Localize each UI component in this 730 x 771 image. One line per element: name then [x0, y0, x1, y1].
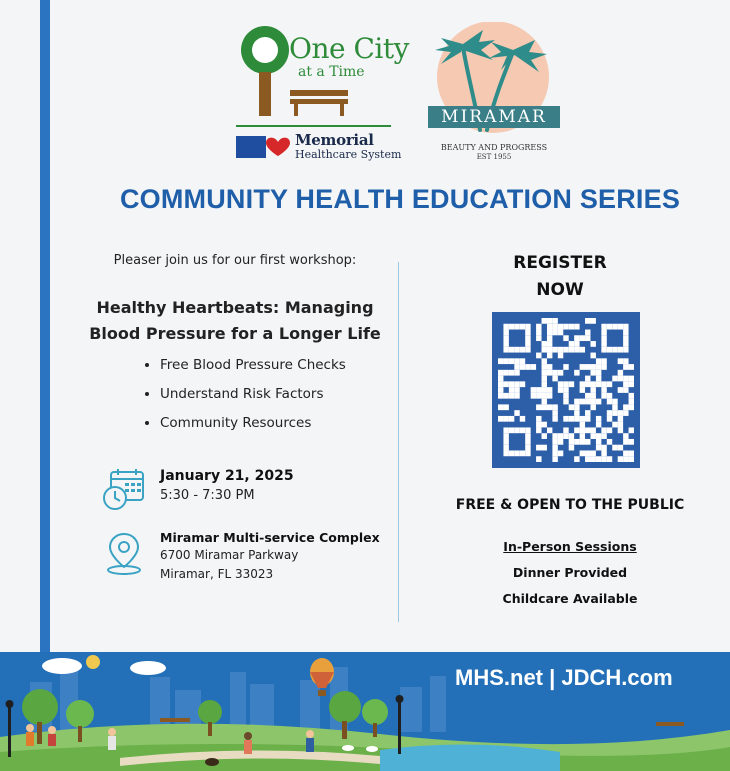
miramar-name: MIRAMAR	[441, 107, 547, 127]
memorial-name: Memorial	[295, 131, 374, 149]
intro-text: Pleaser join us for our first workshop:	[113, 253, 357, 268]
footer-links[interactable]: MHS.net | JDCH.com	[455, 665, 673, 690]
memorial-subtitle: Healthcare System	[295, 148, 402, 161]
event-time: 5:30 - 7:30 PM	[160, 488, 255, 503]
register-now-heading	[460, 250, 660, 304]
miramar-tagline: BEAUTY AND PROGRESS	[440, 143, 548, 152]
list-item: • Community Resources	[160, 413, 346, 442]
location-pin-icon	[104, 531, 144, 575]
address-line-1: 6700 Miramar Parkway	[160, 548, 299, 562]
left-accent-bar	[40, 0, 50, 652]
column-divider	[398, 262, 399, 622]
benefit-list	[142, 355, 346, 442]
sessions-text: In-Person Sessions	[503, 539, 637, 554]
qr-code[interactable]	[492, 312, 640, 468]
childcare-text: Childcare Available	[502, 591, 638, 606]
address-line-2: Miramar, FL 33023	[160, 567, 274, 581]
dinner-text: Dinner Provided	[512, 565, 628, 580]
venue-name: Miramar Multi-service Complex	[160, 530, 380, 545]
register-line-2: NOW	[536, 280, 584, 300]
miramar-logo	[425, 22, 560, 162]
one-city-subtitle: at a Time	[298, 64, 365, 80]
free-open-text: FREE & OPEN TO THE PUBLIC	[455, 497, 685, 513]
workshop-title: Healthy Heartbeats: Managing Blood Pressure for a Longer Life	[89, 298, 381, 343]
calendar-clock-icon	[101, 468, 147, 512]
one-city-title: One City	[289, 32, 409, 65]
page-title: COMMUNITY HEALTH EDUCATION SERIES	[119, 184, 681, 214]
list-item: • Free Blood Pressure Checks	[160, 355, 346, 384]
event-date: January 21, 2025	[160, 468, 294, 484]
miramar-est: EST 1955	[476, 153, 512, 161]
list-item: • Understand Risk Factors	[160, 384, 346, 413]
register-line-1: REGISTER	[513, 253, 607, 273]
